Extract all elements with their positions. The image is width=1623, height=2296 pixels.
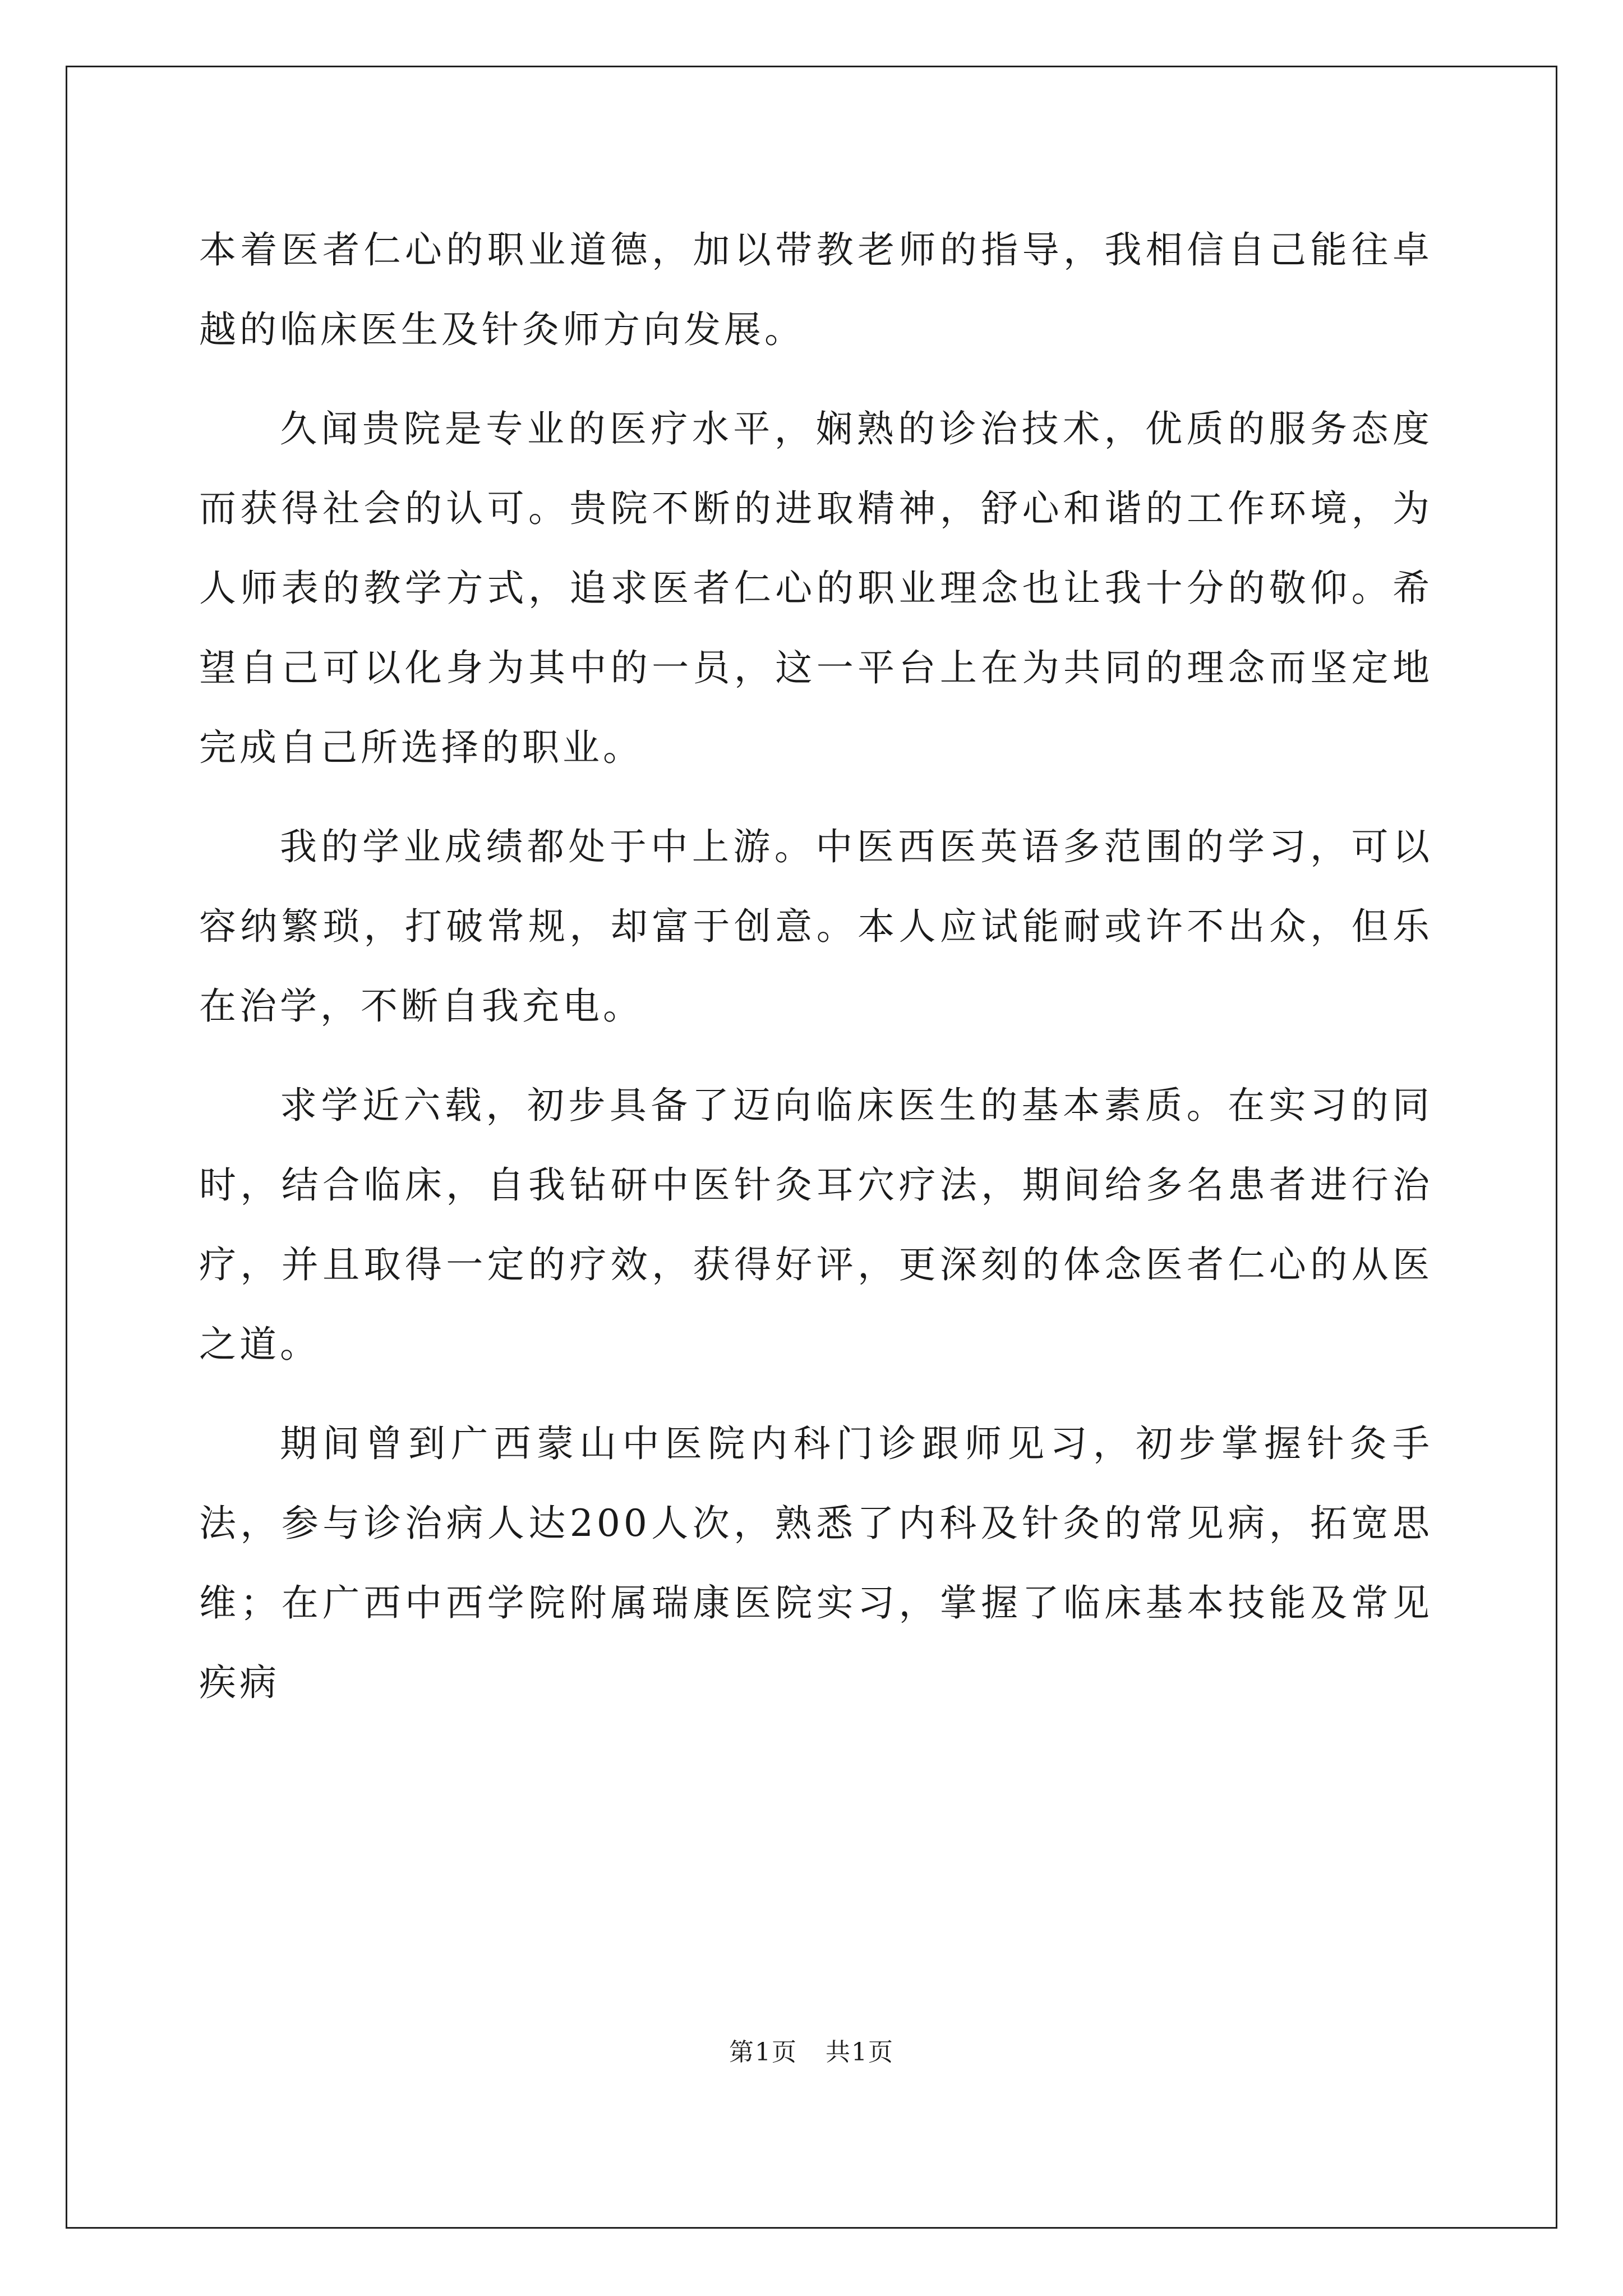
paragraph-4: 求学近六载，初步具备了迈向临床医生的基本素质。在实习的同时，结合临床，自我钻研中医针灸耳穴疗法，期间给多名患者进行治疗，并且取得一定的疗效，获得好评，更深刻的体念医者仁心的从医之道。 [199,1084,1433,1366]
paragraph-5: 期间曾到广西蒙山中医院内科门诊跟师见习，初步掌握针灸手法，参与诊治病人达200人次，熟悉了内科及针灸的常见病，拓宽思维；在广西中西学院附属瑞康医院实习，掌握了临床基本技能及常见疾病 [199,1422,1433,1704]
paragraph-2: 久闻贵院是专业的医疗水平，娴熟的诊治技术，优质的服务态度而获得社会的认可。贵院不断的进取精神，舒心和谐的工作环境，为人师表的教学方式，追求医者仁心的职业理念也让我十分的敬仰。希望自己可以化身为其中的一员，这一平台上在为共同的理念而坚定地完成自己所选择的职业。 [199,407,1433,769]
page-footer [0,2032,1623,2068]
paragraph-3: 我的学业成绩都处于中上游。中医西医英语多范围的学习，可以容纳繁琐，打破常规，却富于创意。本人应试能耐或许不出众，但乐在治学，不断自我充电。 [199,825,1433,1028]
page-number-current: 第1页 [729,2038,797,2067]
document-body [199,210,1433,1742]
paragraph-1: 本着医者仁心的职业道德，加以带教老师的指导，我相信自己能往卓越的临床医生及针灸师方向发展。 [199,228,1433,351]
page-number-total: 共1页 [826,2038,894,2067]
